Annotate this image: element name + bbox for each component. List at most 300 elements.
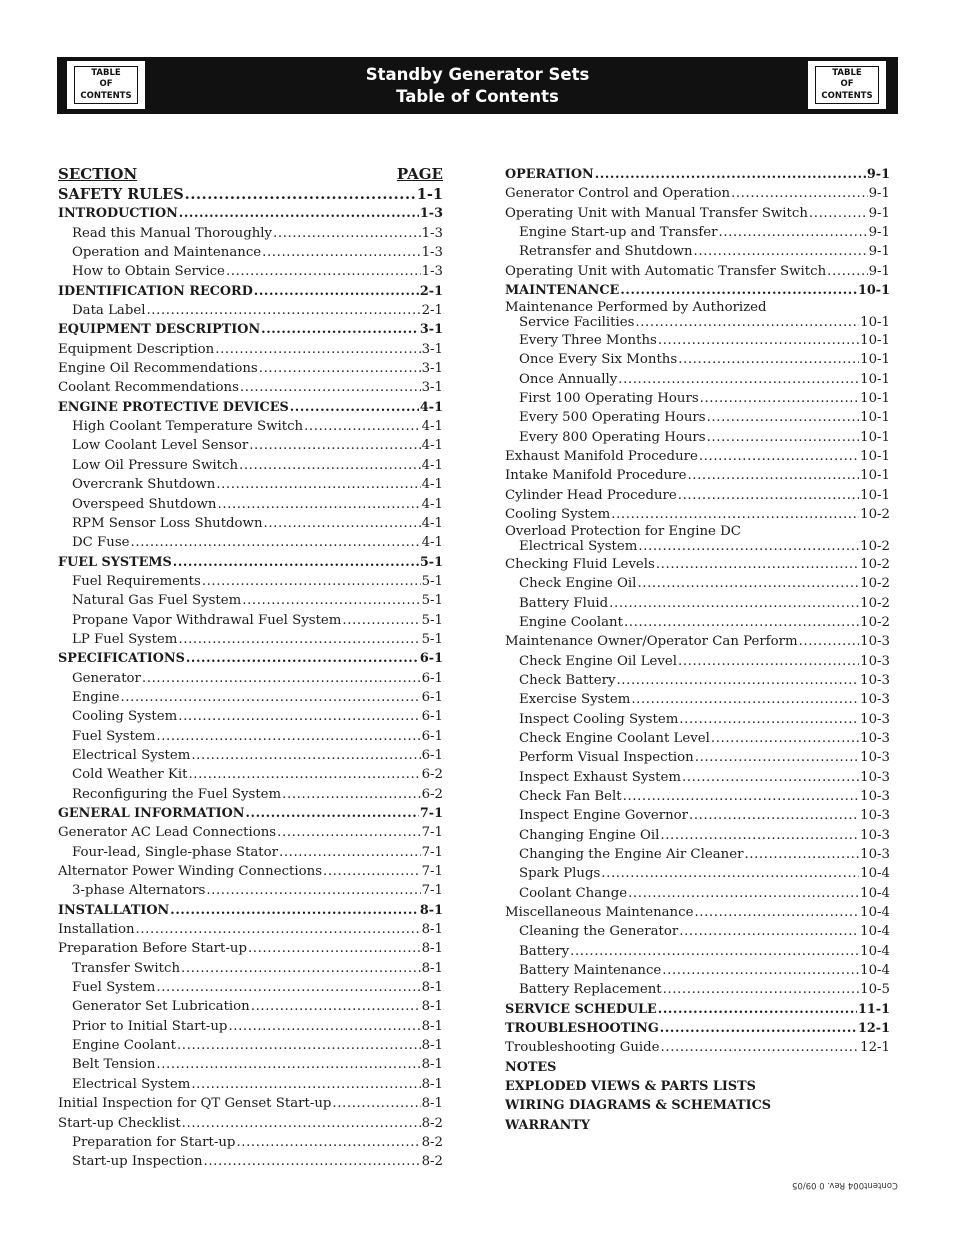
toc-entry-title: Data Label bbox=[72, 303, 146, 319]
toc-entry-title: Low Oil Pressure Switch bbox=[72, 457, 239, 473]
dot-leader bbox=[570, 942, 859, 961]
toc-entry-page: 4-1 bbox=[421, 438, 443, 454]
toc-entry[interactable] bbox=[505, 980, 890, 999]
toc-entry[interactable] bbox=[505, 903, 890, 922]
dot-leader bbox=[264, 514, 421, 533]
toc-entry[interactable] bbox=[505, 671, 890, 690]
toc-entry[interactable] bbox=[58, 224, 443, 243]
badge-text-contents: CONTENTS bbox=[821, 90, 873, 101]
dot-leader bbox=[695, 748, 859, 767]
toc-entry[interactable] bbox=[58, 1075, 443, 1094]
toc-entry-page: 10-1 bbox=[857, 283, 890, 299]
toc-entry-page: 2-1 bbox=[421, 303, 443, 319]
dot-leader bbox=[620, 281, 857, 300]
toc-entry[interactable] bbox=[58, 533, 443, 552]
dot-leader bbox=[218, 495, 421, 514]
toc-entry[interactable] bbox=[58, 591, 443, 610]
dot-leader bbox=[156, 1055, 420, 1074]
dot-leader bbox=[631, 690, 859, 709]
toc-entry-page: 10-1 bbox=[860, 352, 890, 368]
toc-entry[interactable] bbox=[58, 436, 443, 455]
dot-leader bbox=[170, 901, 419, 920]
toc-entry[interactable] bbox=[58, 707, 443, 726]
toc-entry[interactable] bbox=[58, 669, 443, 688]
toc-entry-title: DC Fuse bbox=[72, 535, 130, 551]
toc-entry[interactable] bbox=[58, 301, 443, 320]
toc-entry-title: OPERATION bbox=[505, 167, 594, 182]
toc-entry[interactable] bbox=[58, 495, 443, 514]
toc-entry-title: Check Battery bbox=[519, 672, 616, 688]
toc-entry[interactable] bbox=[505, 370, 890, 389]
toc-entry[interactable] bbox=[505, 165, 890, 184]
toc-entry[interactable] bbox=[505, 350, 890, 369]
dot-leader bbox=[799, 632, 860, 651]
dot-leader bbox=[228, 1017, 420, 1036]
toc-entry-page: 10-2 bbox=[860, 507, 890, 522]
toc-entry-title: Exhaust Manifold Procedure bbox=[505, 448, 698, 464]
toc-entry[interactable] bbox=[58, 204, 443, 223]
toc-entry-title: EXPLODED VIEWS & PARTS LISTS bbox=[505, 1079, 756, 1095]
toc-entry[interactable] bbox=[505, 524, 890, 555]
toc-entry-page: 10-3 bbox=[860, 672, 890, 688]
toc-entry-title: Engine Oil Recommendations bbox=[58, 361, 258, 377]
toc-entry-page: 6-1 bbox=[421, 728, 443, 744]
toc-entry-page: 10-3 bbox=[860, 808, 890, 824]
toc-entry-page: 6-1 bbox=[421, 747, 443, 763]
dot-leader bbox=[236, 1133, 420, 1152]
toc-entry[interactable] bbox=[58, 746, 443, 765]
toc-entry-title: Coolant Recommendations bbox=[58, 380, 239, 396]
toc-entry-title: Four-lead, Single-phase Stator bbox=[72, 844, 278, 860]
toc-entry-page: 7-1 bbox=[419, 806, 443, 821]
toc-entry-title: Operating Unit with Manual Transfer Switch bbox=[505, 205, 808, 221]
toc-entry[interactable] bbox=[505, 1058, 890, 1077]
dot-leader bbox=[182, 1114, 421, 1133]
toc-entry-title: Fuel System bbox=[72, 980, 156, 996]
toc-entry[interactable] bbox=[58, 378, 443, 397]
toc-entry-page: 5-1 bbox=[419, 554, 443, 570]
dot-leader bbox=[694, 903, 859, 922]
toc-entry[interactable] bbox=[58, 785, 443, 804]
toc-badge-right-frame bbox=[815, 66, 879, 104]
toc-entry-page: 4-1 bbox=[421, 457, 443, 473]
toc-entry-title: Equipment Description bbox=[58, 341, 215, 357]
toc-entry[interactable] bbox=[58, 553, 443, 572]
toc-entry[interactable] bbox=[58, 881, 443, 900]
toc-entry-page: 10-1 bbox=[860, 315, 890, 331]
dot-leader bbox=[202, 572, 421, 591]
toc-entry-title: Cylinder Head Procedure bbox=[505, 487, 677, 503]
toc-entry-title: EQUIPMENT DESCRIPTION bbox=[58, 322, 261, 338]
toc-entry-page: 10-4 bbox=[860, 943, 890, 959]
toc-entry-page: 10-2 bbox=[860, 539, 890, 555]
dot-leader bbox=[679, 922, 859, 941]
toc-entry[interactable] bbox=[58, 572, 443, 591]
toc-entry-title: Cooling System bbox=[505, 507, 611, 522]
toc-entry-page: 10-1 bbox=[860, 410, 890, 426]
dot-leader bbox=[204, 1152, 421, 1171]
dot-leader bbox=[191, 1075, 420, 1094]
toc-entry[interactable] bbox=[505, 408, 890, 427]
toc-entry[interactable] bbox=[505, 466, 890, 485]
toc-entry-title: Engine Coolant bbox=[72, 1038, 176, 1054]
toc-entry-title: Engine Coolant bbox=[519, 614, 623, 630]
toc-entry[interactable] bbox=[505, 845, 890, 864]
badge-text-of: OF bbox=[840, 79, 854, 90]
toc-entry[interactable] bbox=[505, 613, 890, 632]
toc-entry-title: Miscellaneous Maintenance bbox=[505, 905, 694, 921]
badge-text-contents: CONTENTS bbox=[80, 90, 132, 101]
toc-entry-page: 10-1 bbox=[860, 468, 890, 484]
dot-leader bbox=[700, 389, 859, 408]
toc-entry[interactable] bbox=[58, 282, 443, 301]
toc-entry-page: 8-1 bbox=[419, 902, 443, 918]
toc-entry[interactable] bbox=[58, 611, 443, 630]
toc-entry[interactable] bbox=[58, 959, 443, 978]
toc-entry-page: 10-4 bbox=[860, 905, 890, 921]
toc-entry[interactable] bbox=[505, 594, 890, 613]
toc-entry-title: Once Every Six Months bbox=[519, 352, 678, 368]
toc-entry[interactable] bbox=[58, 456, 443, 475]
toc-entry-title: WIRING DIAGRAMS & SCHEMATICS bbox=[505, 1098, 772, 1114]
toc-badge-right[interactable] bbox=[808, 61, 886, 109]
toc-entry[interactable] bbox=[505, 447, 890, 466]
dot-leader bbox=[658, 331, 859, 350]
dot-leader bbox=[687, 466, 859, 485]
toc-entry-title: Changing the Engine Air Cleaner bbox=[519, 847, 744, 862]
toc-entry-page: 10-3 bbox=[860, 730, 890, 746]
toc-entry-page: 6-1 bbox=[421, 709, 443, 725]
dot-leader bbox=[731, 184, 868, 203]
toc-entry-title: Overcrank Shutdown bbox=[72, 477, 216, 493]
toc-entry-page: 11-1 bbox=[857, 1001, 890, 1017]
dot-leader bbox=[156, 978, 420, 997]
toc-entry[interactable] bbox=[505, 1019, 890, 1038]
dot-leader bbox=[719, 223, 868, 242]
toc-entry-title: FUEL SYSTEMS bbox=[58, 554, 172, 570]
toc-entry[interactable] bbox=[505, 864, 890, 883]
dot-leader bbox=[809, 204, 868, 223]
toc-entry-page: 5-1 bbox=[421, 573, 443, 589]
toc-entry-page: 4-1 bbox=[421, 535, 443, 551]
toc-entry-title: Maintenance Owner/Operator Can Perform bbox=[505, 634, 798, 650]
toc-entry-title: Once Annually bbox=[519, 371, 618, 387]
toc-entry-title: Generator bbox=[72, 670, 141, 686]
toc-entry[interactable] bbox=[58, 727, 443, 746]
toc-entry[interactable] bbox=[58, 320, 443, 339]
toc-entry-page: 1-3 bbox=[421, 245, 443, 261]
toc-entry-title: Cooling System bbox=[72, 709, 178, 725]
dot-leader bbox=[609, 594, 859, 613]
toc-entry[interactable] bbox=[58, 1055, 443, 1074]
toc-entry[interactable] bbox=[505, 710, 890, 729]
document-code: Content004 Rev. 0 09/05 bbox=[792, 1180, 898, 1190]
toc-entry-title: IDENTIFICATION RECORD bbox=[58, 283, 253, 299]
toc-entry-page: 3-1 bbox=[421, 361, 443, 377]
toc-entry[interactable] bbox=[58, 939, 443, 958]
toc-entry[interactable] bbox=[58, 1133, 443, 1152]
toc-entry[interactable] bbox=[505, 331, 890, 350]
toc-column-left bbox=[58, 165, 443, 1172]
toc-entry-page: 5-1 bbox=[421, 631, 443, 647]
toc-entry-title: Inspect Engine Governor bbox=[519, 808, 689, 824]
dot-leader bbox=[177, 1036, 421, 1055]
toc-entry-title: Start-up Checklist bbox=[58, 1115, 181, 1131]
toc-entry-title-cont: Electrical System bbox=[519, 539, 638, 555]
toc-entry-page: 10-2 bbox=[860, 614, 890, 630]
toc-entry[interactable] bbox=[505, 961, 890, 980]
dot-leader bbox=[248, 939, 421, 958]
toc-entry-title: MAINTENANCE bbox=[505, 283, 620, 299]
toc-entry[interactable] bbox=[58, 475, 443, 494]
dot-leader bbox=[635, 315, 859, 330]
header-bar bbox=[57, 57, 898, 114]
toc-entry-title: Battery Maintenance bbox=[519, 963, 662, 979]
toc-entry[interactable] bbox=[505, 1077, 890, 1096]
toc-entry[interactable] bbox=[505, 768, 890, 787]
toc-entry-page: 10-3 bbox=[860, 827, 890, 843]
dot-leader bbox=[181, 959, 421, 978]
toc-entry-title: NOTES bbox=[505, 1059, 557, 1075]
dot-leader bbox=[637, 574, 859, 593]
toc-entry[interactable] bbox=[505, 281, 890, 300]
toc-entry[interactable] bbox=[505, 262, 890, 281]
toc-entry[interactable] bbox=[58, 630, 443, 649]
toc-entry-page: 10-2 bbox=[860, 556, 890, 572]
toc-entry-page: 4-1 bbox=[421, 477, 443, 493]
toc-entry[interactable] bbox=[505, 505, 890, 524]
toc-entry-page: 8-2 bbox=[421, 1134, 443, 1150]
toc-entry[interactable] bbox=[58, 262, 443, 281]
toc-entry-page: 8-1 bbox=[421, 1076, 443, 1092]
toc-entry[interactable] bbox=[505, 574, 890, 593]
toc-entry[interactable] bbox=[58, 359, 443, 378]
toc-entry-page: 10-1 bbox=[860, 390, 890, 406]
toc-entry-title: INSTALLATION bbox=[58, 902, 170, 918]
toc-entry[interactable] bbox=[505, 690, 890, 709]
toc-entry-page: 1-1 bbox=[416, 186, 443, 203]
toc-entry[interactable] bbox=[58, 1152, 443, 1171]
toc-entry-page: 10-3 bbox=[860, 634, 890, 650]
toc-entry[interactable] bbox=[58, 398, 443, 417]
toc-entry[interactable] bbox=[505, 652, 890, 671]
toc-entry-title: SAFETY RULES bbox=[58, 186, 184, 203]
dot-leader bbox=[304, 417, 420, 436]
toc-entry[interactable] bbox=[505, 486, 890, 505]
toc-entry[interactable] bbox=[58, 1114, 443, 1133]
toc-entry-title: Check Engine Oil Level bbox=[519, 653, 677, 669]
dot-leader bbox=[186, 649, 419, 668]
dot-leader bbox=[261, 320, 419, 339]
dot-leader bbox=[616, 671, 859, 690]
toc-entry-page: 6-2 bbox=[421, 767, 443, 783]
toc-entry[interactable] bbox=[58, 978, 443, 997]
toc-entry-page: 8-2 bbox=[421, 1154, 443, 1170]
dot-leader bbox=[206, 881, 420, 900]
badge-text-table: TABLE bbox=[832, 67, 862, 78]
toc-entry[interactable] bbox=[505, 942, 890, 961]
toc-entry[interactable] bbox=[505, 1038, 890, 1057]
toc-entry-page: 10-3 bbox=[860, 847, 890, 862]
toc-entry[interactable] bbox=[58, 514, 443, 533]
dot-leader bbox=[694, 242, 868, 261]
toc-entry[interactable] bbox=[505, 748, 890, 767]
toc-entry[interactable] bbox=[58, 1094, 443, 1113]
toc-entry[interactable] bbox=[58, 649, 443, 668]
toc-entry[interactable] bbox=[505, 223, 890, 242]
toc-entry-page: 6-1 bbox=[419, 651, 443, 667]
toc-entry[interactable] bbox=[505, 922, 890, 941]
dot-leader bbox=[216, 475, 420, 494]
toc-entry-page: 6-2 bbox=[421, 786, 443, 802]
toc-entry-title: Low Coolant Level Sensor bbox=[72, 438, 249, 454]
toc-entry-title: Troubleshooting Guide bbox=[505, 1040, 660, 1056]
toc-entry-page: 10-4 bbox=[860, 924, 890, 940]
dot-leader bbox=[277, 823, 420, 842]
toc-entry[interactable] bbox=[58, 765, 443, 784]
dot-leader bbox=[699, 447, 859, 466]
toc-entry-page: 9-1 bbox=[868, 263, 890, 279]
dot-leader bbox=[215, 340, 420, 359]
toc-entry[interactable] bbox=[505, 428, 890, 447]
toc-entry-title-cont: Service Facilities bbox=[519, 315, 635, 331]
toc-entry[interactable] bbox=[58, 823, 443, 842]
toc-entry-title: Retransfer and Shutdown bbox=[519, 244, 693, 260]
toc-entry-title: How to Obtain Service bbox=[72, 264, 225, 280]
toc-entry[interactable] bbox=[505, 300, 890, 331]
toc-entry[interactable] bbox=[505, 806, 890, 825]
toc-entry[interactable] bbox=[58, 843, 443, 862]
toc-entry-title: Operating Unit with Automatic Transfer Switch bbox=[505, 263, 827, 279]
toc-entry-title: Intake Manifold Procedure bbox=[505, 468, 687, 484]
toc-entry-page: 8-1 bbox=[421, 922, 443, 938]
toc-entry-page: 7-1 bbox=[421, 864, 443, 880]
toc-entry[interactable] bbox=[58, 804, 443, 823]
toc-entry[interactable] bbox=[58, 862, 443, 881]
dot-leader bbox=[179, 204, 419, 223]
toc-entry[interactable] bbox=[58, 340, 443, 359]
toc-entry-title: Generator AC Lead Connections bbox=[58, 825, 277, 841]
dot-leader bbox=[146, 301, 420, 320]
toc-entry-title: Alternator Power Winding Connections bbox=[58, 864, 323, 880]
toc-entry[interactable] bbox=[505, 184, 890, 203]
toc-entry[interactable] bbox=[505, 1096, 890, 1115]
toc-entry[interactable] bbox=[505, 555, 890, 574]
dot-leader bbox=[679, 710, 859, 729]
toc-entry-title: Every 500 Operating Hours bbox=[519, 410, 706, 426]
dot-leader bbox=[711, 729, 859, 748]
dot-leader bbox=[273, 224, 421, 243]
toc-entry-continuation bbox=[505, 539, 890, 555]
toc-entry-title: Read this Manual Thoroughly bbox=[72, 225, 273, 241]
toc-entry-title: GENERAL INFORMATION bbox=[58, 806, 245, 821]
toc-entry[interactable] bbox=[58, 920, 443, 939]
dot-leader bbox=[173, 553, 419, 572]
section-heading: SECTION bbox=[58, 165, 138, 183]
badge-text-of: OF bbox=[99, 79, 113, 90]
toc-entry[interactable] bbox=[58, 185, 443, 204]
toc-entry-title: ENGINE PROTECTIVE DEVICES bbox=[58, 399, 289, 415]
toc-entry-page: 4-1 bbox=[421, 419, 443, 435]
toc-entry-title: 3-phase Alternators bbox=[72, 883, 206, 899]
dot-leader bbox=[120, 688, 420, 707]
toc-entry[interactable] bbox=[505, 1116, 890, 1135]
toc-entry-page: 10-3 bbox=[860, 692, 890, 708]
dot-leader bbox=[611, 505, 859, 524]
toc-entry[interactable] bbox=[58, 1036, 443, 1055]
toc-entry[interactable] bbox=[505, 787, 890, 806]
toc-entry[interactable] bbox=[505, 729, 890, 748]
dot-leader bbox=[249, 436, 420, 455]
dot-leader bbox=[623, 787, 860, 806]
toc-entry[interactable] bbox=[505, 826, 890, 845]
toc-entry[interactable] bbox=[505, 632, 890, 651]
toc-entry[interactable] bbox=[58, 243, 443, 262]
toc-entry[interactable] bbox=[505, 242, 890, 261]
toc-entry[interactable] bbox=[505, 884, 890, 903]
dot-leader bbox=[259, 359, 421, 378]
toc-entry-title: Electrical System bbox=[72, 747, 191, 763]
dot-leader bbox=[618, 370, 859, 389]
toc-entry[interactable] bbox=[58, 901, 443, 920]
toc-entry-title: Check Engine Oil bbox=[519, 576, 637, 592]
toc-entry-page: 4-1 bbox=[419, 399, 443, 415]
toc-entry-title: INTRODUCTION bbox=[58, 206, 178, 222]
toc-entry[interactable] bbox=[58, 1017, 443, 1036]
dot-leader bbox=[136, 920, 421, 939]
dot-leader bbox=[707, 428, 860, 447]
toc-entry-page: 10-4 bbox=[860, 885, 890, 901]
toc-entry[interactable] bbox=[505, 1000, 890, 1019]
dot-leader bbox=[290, 398, 419, 417]
toc-entry-title: Spark Plugs bbox=[519, 866, 601, 882]
toc-entry[interactable] bbox=[505, 389, 890, 408]
toc-entry-page: 10-5 bbox=[860, 982, 890, 998]
toc-entry-title: Transfer Switch bbox=[72, 960, 181, 976]
toc-entry-page: 10-1 bbox=[860, 487, 890, 503]
toc-entry-page: 10-2 bbox=[860, 576, 890, 592]
toc-entry[interactable] bbox=[505, 204, 890, 223]
toc-entry-page: 10-1 bbox=[860, 429, 890, 445]
dot-leader bbox=[658, 1000, 857, 1019]
toc-entry-title: Prior to Initial Start-up bbox=[72, 1018, 228, 1034]
dot-leader bbox=[663, 980, 860, 999]
dot-leader bbox=[678, 486, 859, 505]
toc-entry-title: Cold Weather Kit bbox=[72, 767, 188, 783]
dot-leader bbox=[142, 669, 421, 688]
toc-entry-page: 10-1 bbox=[860, 448, 890, 464]
toc-entry-page: 10-3 bbox=[860, 769, 890, 785]
toc-entry-page: 7-1 bbox=[421, 825, 443, 841]
toc-entry-title: WARRANTY bbox=[505, 1117, 591, 1133]
toc-entry-title: Preparation Before Start-up bbox=[58, 941, 247, 957]
toc-entry-title: Overload Protection for Engine DC bbox=[505, 524, 741, 540]
toc-entry-page: 9-1 bbox=[868, 244, 890, 260]
toc-entry[interactable] bbox=[58, 688, 443, 707]
toc-entry[interactable] bbox=[58, 417, 443, 436]
dot-leader bbox=[660, 826, 859, 845]
page-heading: PAGE bbox=[396, 165, 443, 183]
toc-entry-page: 10-2 bbox=[860, 595, 890, 611]
dot-leader bbox=[279, 843, 421, 862]
toc-entry-title: LP Fuel System bbox=[72, 631, 178, 647]
toc-entry[interactable] bbox=[58, 997, 443, 1016]
toc-entry-title: Coolant Change bbox=[519, 885, 628, 901]
toc-entry-page: 2-1 bbox=[419, 283, 443, 299]
toc-entry-title: Every Three Months bbox=[519, 332, 657, 348]
toc-entry-page: 8-1 bbox=[421, 960, 443, 976]
dot-leader bbox=[744, 845, 859, 864]
